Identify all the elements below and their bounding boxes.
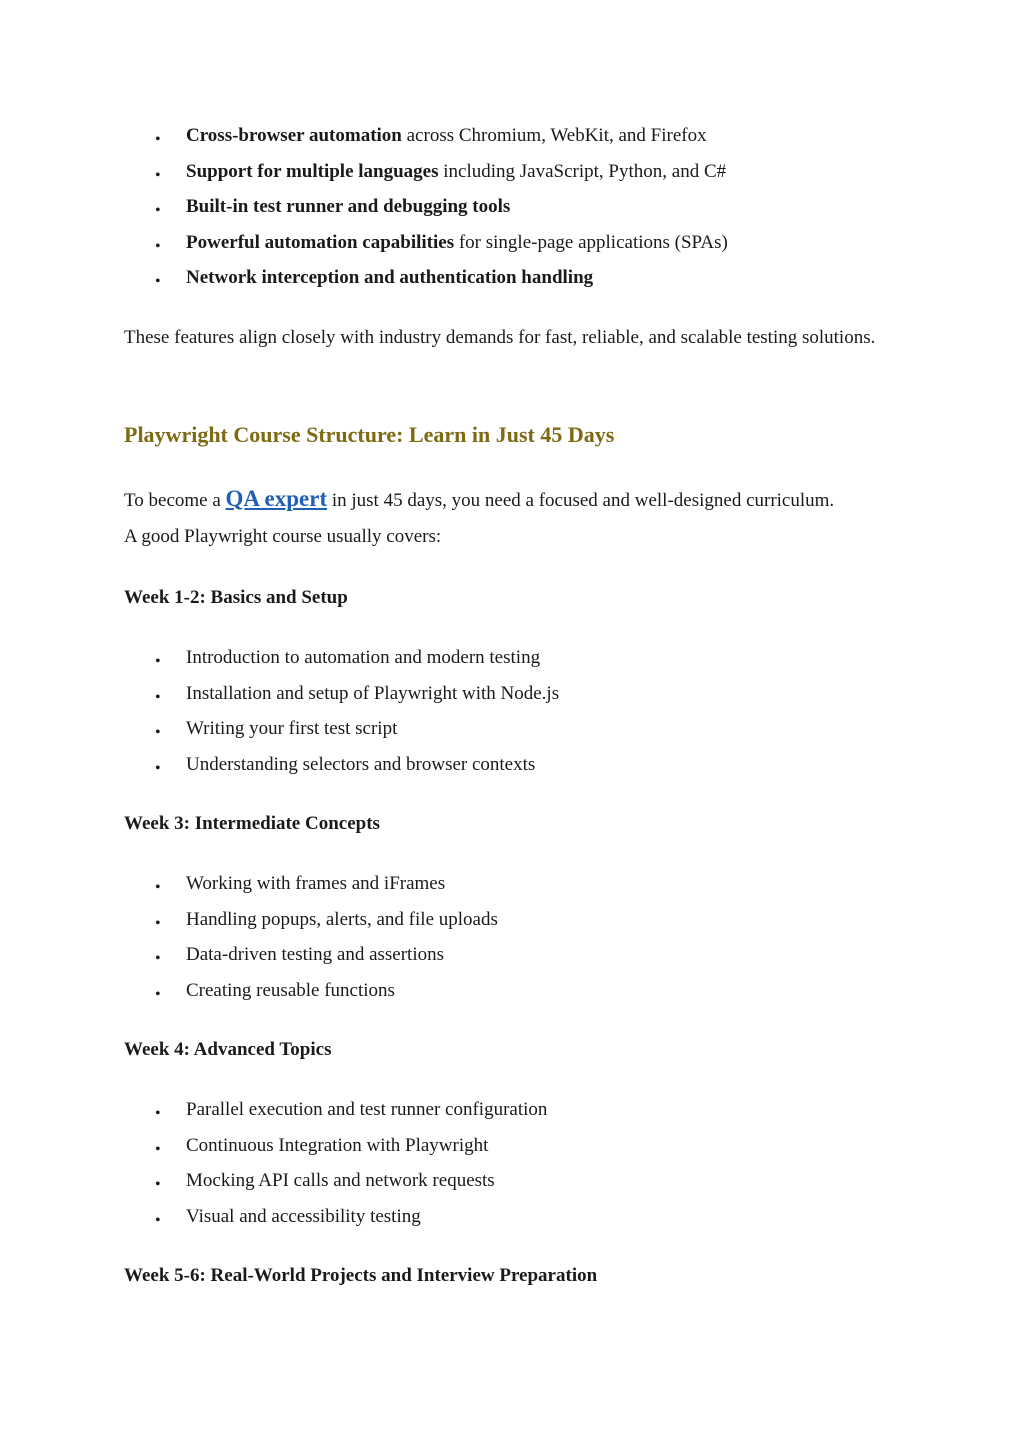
week-3-heading: Week 3: Intermediate Concepts xyxy=(124,813,380,834)
feature-text: including JavaScript, Python, and C# xyxy=(438,160,727,182)
list-item: • Data-driven testing and assertions xyxy=(124,944,899,980)
list-item: • Handling popups, alerts, and file uploads xyxy=(124,909,899,945)
feature-bold: Network interception and authentication handling xyxy=(186,267,594,289)
feature-bold: Cross-browser automation xyxy=(186,125,402,146)
feature-bold: Built-in test runner and debugging tools xyxy=(186,196,511,218)
features-summary: These features align closely with industry demands for fast, reliable, and scalable testing solutions. xyxy=(124,327,876,348)
qa-expert-link[interactable]: QA expert xyxy=(225,486,328,511)
intro-line-2: A good Playwright course usually covers: xyxy=(124,525,442,547)
week-1-2-heading: Week 1-2: Basics and Setup xyxy=(124,587,348,608)
bullet-icon: • xyxy=(155,759,161,777)
bullet-icon: • xyxy=(155,1176,161,1194)
list-item: • Understanding selectors and browser contexts xyxy=(124,754,899,790)
week-1-2-list xyxy=(124,647,899,789)
feature-item xyxy=(124,267,899,303)
bullet-icon: • xyxy=(155,166,161,184)
intro-text-before: To become a xyxy=(124,490,226,511)
feature-list xyxy=(124,125,899,303)
bullet-icon: • xyxy=(155,950,161,968)
bullet-icon: • xyxy=(155,1105,161,1122)
bullet-icon: • xyxy=(155,1140,161,1158)
list-item: • Writing your first test script xyxy=(124,718,899,754)
week-4-heading: Week 4: Advanced Topics xyxy=(124,1039,332,1060)
bullet-icon: • xyxy=(155,1211,161,1229)
week-5-6-heading: Week 5-6: Real-World Projects and Interview Preparation xyxy=(124,1265,598,1286)
bullet-icon: • xyxy=(155,237,161,255)
bullet-icon: • xyxy=(155,131,161,148)
course-heading: Playwright Course Structure: Learn in Just 45 Days xyxy=(124,422,615,447)
bullet-icon: • xyxy=(155,202,161,220)
list-item: • Creating reusable functions xyxy=(124,980,899,1016)
feature-text: across Chromium, WebKit, and Firefox xyxy=(401,125,707,146)
week-4-list xyxy=(124,1099,899,1241)
feature-item xyxy=(124,125,899,161)
feature-bold: Powerful automation capabilities xyxy=(186,231,455,253)
bullet-icon: • xyxy=(155,273,161,291)
bullet-icon: • xyxy=(155,985,161,1003)
bullet-icon: • xyxy=(155,688,161,706)
feature-text: for single-page applications (SPAs) xyxy=(454,231,728,253)
bullet-icon: • xyxy=(155,653,161,670)
list-item: • Introduction to automation and modern testing xyxy=(124,647,899,683)
feature-item xyxy=(124,161,899,197)
list-item: • Mocking API calls and network requests xyxy=(124,1170,899,1206)
intro-text-after: in just 45 days, you need a focused and well-designed curriculum. xyxy=(327,490,835,511)
list-item: • Visual and accessibility testing xyxy=(124,1206,899,1242)
list-item: • Parallel execution and test runner configuration xyxy=(124,1099,899,1135)
intro-paragraph xyxy=(124,481,899,554)
week-3-list xyxy=(124,873,899,1015)
list-item: • Working with frames and iFrames xyxy=(124,873,899,909)
bullet-icon: • xyxy=(155,724,161,742)
feature-bold: Support for multiple languages xyxy=(186,160,439,182)
bullet-icon: • xyxy=(155,914,161,932)
list-item: • Continuous Integration with Playwright xyxy=(124,1135,899,1171)
feature-item xyxy=(124,196,899,232)
bullet-icon: • xyxy=(155,879,161,896)
list-item: • Installation and setup of Playwright with Node.js xyxy=(124,683,899,719)
feature-item xyxy=(124,232,899,268)
